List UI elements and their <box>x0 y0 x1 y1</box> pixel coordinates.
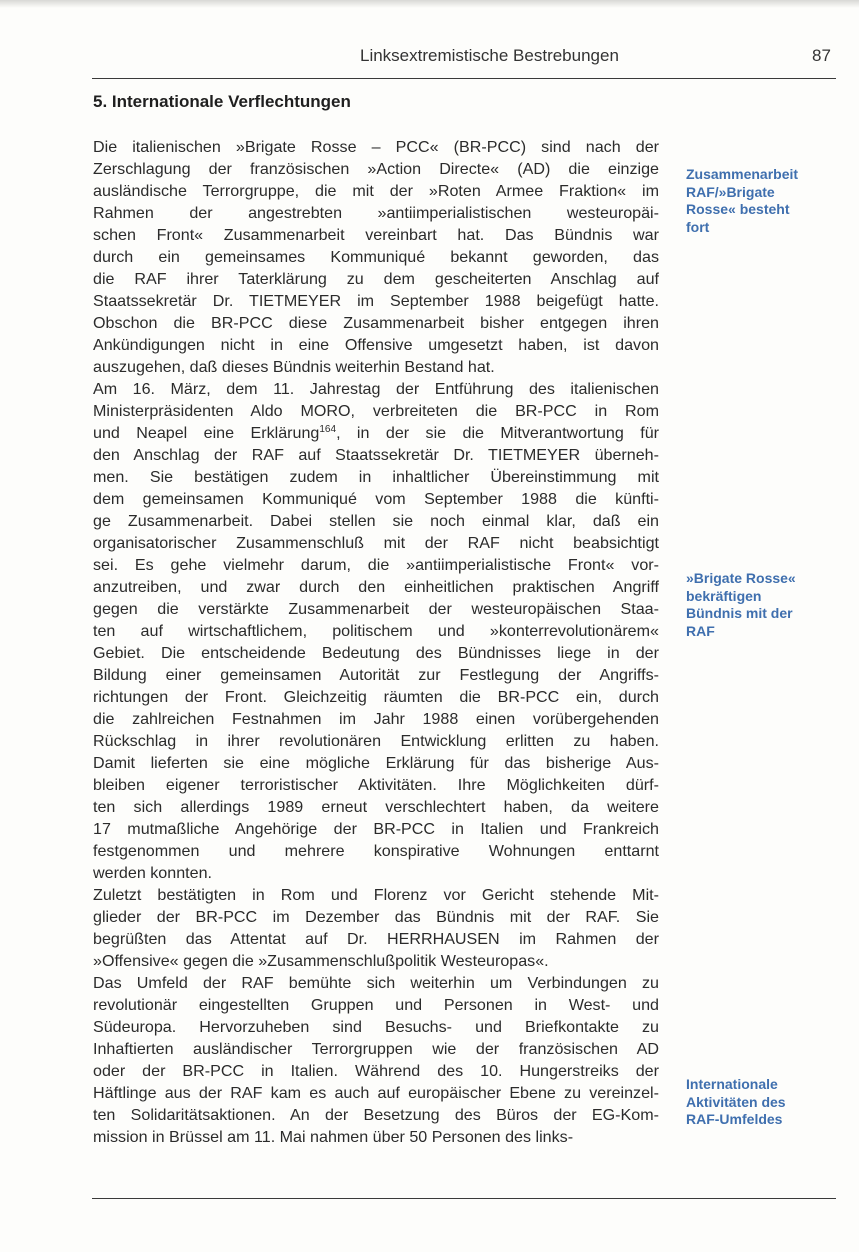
body-line-text: sei. Es gehe vielmehr darum, die »antiimperialistische Front« vor- <box>93 556 659 574</box>
body-line <box>93 774 659 796</box>
body-line-text: Bildung einer gemeinsamen Autorität zur Festlegung der Angriffs- <box>93 666 659 684</box>
body-line <box>93 1104 659 1126</box>
body-line <box>93 400 659 422</box>
body-line <box>93 642 659 664</box>
body-line-text: auszugehen, daß dieses Bündnis weiterhin Bestand hat. <box>93 358 495 376</box>
body-line <box>93 378 659 400</box>
body-line <box>93 664 659 686</box>
body-line-text: Ankündigungen nicht in eine Offensive umgesetzt haben, ist davon <box>93 336 659 354</box>
body-line-text: Inhaftierten ausländischer Terrorgruppen wie der französischen AD <box>93 1040 659 1058</box>
body-line-text: Das Umfeld der RAF bemühte sich weiterhin um Verbindungen zu <box>93 974 659 992</box>
margin-note-line: bekräftigen <box>686 587 762 604</box>
body-line <box>93 224 659 246</box>
scan-edge <box>0 0 859 8</box>
body-line <box>93 972 659 994</box>
body-line <box>93 180 659 202</box>
body-line <box>93 620 659 642</box>
body-line-text: die RAF ihrer Taterklärung zu dem gescheiterten Anschlag auf <box>93 270 659 288</box>
body-line-text: dem gemeinsamen Kommuniqué vom September 1988 die künfti- <box>93 490 659 508</box>
body-line <box>93 202 659 224</box>
body-line-text: organisatorischer Zusammenschluß mit der RAF nicht beabsichtigt <box>93 534 659 552</box>
margin-note-line: Aktivitäten des <box>686 1093 786 1110</box>
body-line-text: bleiben eigener terroristischer Aktivitäten. Ihre Möglichkeiten dürf- <box>93 776 659 794</box>
body-line <box>93 950 659 972</box>
margin-note-raf-brigate-rosse <box>686 166 846 236</box>
body-line <box>93 290 659 312</box>
page-number: 87 <box>812 46 831 65</box>
body-line-text: Die italienischen »Brigate Rosse – PCC« (BR-PCC) sind nach der <box>93 138 659 156</box>
body-line <box>93 444 659 466</box>
margin-note-line: Zusammenarbeit <box>686 166 799 182</box>
body-line-text: mission in Brüssel am 11. Mai nahmen über 50 Personen des links- <box>93 1128 574 1146</box>
body-line-text: , in der sie die Mitverantwortung für <box>336 424 660 442</box>
body-line <box>93 246 659 268</box>
body-text <box>93 136 659 1148</box>
body-line-text: Damit lieferten sie eine mögliche Erklärung für das bisherige Aus- <box>93 754 659 772</box>
footnote-ref: 164 <box>319 424 337 435</box>
body-line <box>93 1082 659 1104</box>
margin-note-line: RAF/»Brigate <box>686 183 775 200</box>
body-line <box>93 466 659 488</box>
margin-note-buendnis-bekraeftigt <box>686 570 846 640</box>
body-line-text: Häftlinge aus der RAF kam es auch auf europäischer Ebene zu vereinzel- <box>93 1084 659 1102</box>
body-line <box>93 752 659 774</box>
body-line-text: Rahmen der angestrebten »antiimperialistischen westeuropäi- <box>93 204 659 222</box>
margin-note-internationale-aktivitaeten <box>686 1076 846 1129</box>
body-line <box>93 422 659 444</box>
body-line-text: richtungen der Front. Gleichzeitig räumten die BR-PCC ein, durch <box>93 688 659 706</box>
body-line-text: Ministerpräsidenten Aldo MORO, verbreiteten die BR-PCC in Rom <box>93 402 659 420</box>
body-line-text: ten sich allerdings 1989 erneut verschlechtert haben, da weitere <box>93 798 659 816</box>
body-line-text: Südeuropa. Hervorzuheben sind Besuchs- und Briefkontakte zu <box>93 1018 659 1036</box>
body-line <box>93 928 659 950</box>
body-line <box>93 1016 659 1038</box>
header-rule <box>92 78 836 79</box>
body-line-text: ge Zusammenarbeit. Dabei stellen sie noch einmal klar, daß ein <box>93 512 659 530</box>
body-line <box>93 268 659 290</box>
body-line <box>93 356 659 378</box>
body-line <box>93 730 659 752</box>
body-line <box>93 862 659 884</box>
body-line <box>93 1038 659 1060</box>
body-line-text: durch ein gemeinsames Kommuniqué bekannt geworden, das <box>93 248 659 266</box>
body-line <box>93 488 659 510</box>
body-line-text: werden konnten. <box>93 864 212 882</box>
body-line-text: glieder der BR-PCC im Dezember das Bündnis mit der RAF. Sie <box>93 908 659 926</box>
body-line-text: den Anschlag der RAF auf Staatssekretär Dr. TIETMEYER überneh- <box>93 446 659 464</box>
body-line <box>93 554 659 576</box>
body-line <box>93 840 659 862</box>
body-line <box>93 334 659 356</box>
body-line-text: men. Sie bestätigen zudem in inhaltlicher Übereinstimmung mit <box>93 468 659 486</box>
body-line <box>93 136 659 158</box>
body-line <box>93 818 659 840</box>
body-line <box>93 510 659 532</box>
margin-note-line: »Brigate Rosse« <box>686 570 796 586</box>
body-line-text: Am 16. März, dem 11. Jahrestag der Entführung des italienischen <box>93 380 659 398</box>
body-line <box>93 312 659 334</box>
body-line <box>93 576 659 598</box>
body-line <box>93 598 659 620</box>
body-line-text: Gebiet. Die entscheidende Bedeutung des Bündnisses liege in der <box>93 644 659 662</box>
margin-note-line: RAF <box>686 622 715 639</box>
body-line-text: und Neapel eine Erklärung <box>93 424 320 442</box>
body-line-text: die zahlreichen Festnahmen im Jahr 1988 einen vorübergehenden <box>93 710 659 728</box>
footer-rule <box>92 1198 836 1199</box>
body-line-text: begrüßten das Attentat auf Dr. HERRHAUSEN im Rahmen der <box>93 930 659 948</box>
body-line-text: Obschon die BR-PCC diese Zusammenarbeit bisher entgegen ihren <box>93 314 659 332</box>
body-line <box>93 884 659 906</box>
body-line-text: Zerschlagung der französischen »Action Directe« (AD) die einzige <box>93 160 659 178</box>
body-line-text: oder der BR-PCC in Italien. Während des 10. Hungerstreiks der <box>93 1062 659 1080</box>
body-line-text: »Offensive« gegen die »Zusammenschlußpolitik Westeuropas«. <box>93 952 549 970</box>
body-line <box>93 1126 659 1148</box>
body-line-text: Rückschlag in ihrer revolutionären Entwicklung erlitten zu haben. <box>93 732 659 750</box>
body-line-text: ten auf wirtschaftlichem, politischem und »konterrevolutionärem« <box>93 622 659 640</box>
margin-note-line: fort <box>686 218 710 235</box>
margin-note-line: Rosse« besteht <box>686 201 790 217</box>
body-line-text: anzutreiben, und zwar durch den einheitlichen praktischen Angriff <box>93 578 659 596</box>
body-line <box>93 158 659 180</box>
section-heading: 5. Internationale Verflechtungen <box>93 92 351 111</box>
body-line <box>93 686 659 708</box>
body-line-text: Zuletzt bestätigten in Rom und Florenz vor Gericht stehende Mit- <box>93 886 659 904</box>
body-line-text: ten Solidaritätsaktionen. An der Besetzung des Büros der EG-Kom- <box>93 1106 659 1124</box>
body-line-text: festgenommen und mehrere konspirative Wohnungen enttarnt <box>93 842 659 860</box>
body-line <box>93 1060 659 1082</box>
body-line-text: 17 mutmaßliche Angehörige der BR-PCC in Italien und Frankreich <box>93 820 659 838</box>
body-line <box>93 796 659 818</box>
body-line <box>93 708 659 730</box>
body-line <box>93 906 659 928</box>
margin-note-line: Internationale <box>686 1076 778 1092</box>
body-line-text: ausländische Terrorgruppe, die mit der »Roten Armee Fraktion« im <box>93 182 659 200</box>
margin-note-line: Bündnis mit der <box>686 605 793 621</box>
running-title: Linksextremistische Bestrebungen <box>360 46 619 65</box>
body-line-text: revolutionär eingestellten Gruppen und Personen in West- und <box>93 996 659 1014</box>
margin-note-line: RAF-Umfeldes <box>686 1111 783 1127</box>
body-line <box>93 994 659 1016</box>
body-line-text: schen Front« Zusammenarbeit vereinbart hat. Das Bündnis war <box>93 226 659 244</box>
body-line-text: Staatssekretär Dr. TIETMEYER im September 1988 beigefügt hatte. <box>93 292 659 310</box>
body-line-text: gegen die verstärkte Zusammenarbeit der westeuropäischen Staa- <box>93 600 659 618</box>
body-line <box>93 532 659 554</box>
